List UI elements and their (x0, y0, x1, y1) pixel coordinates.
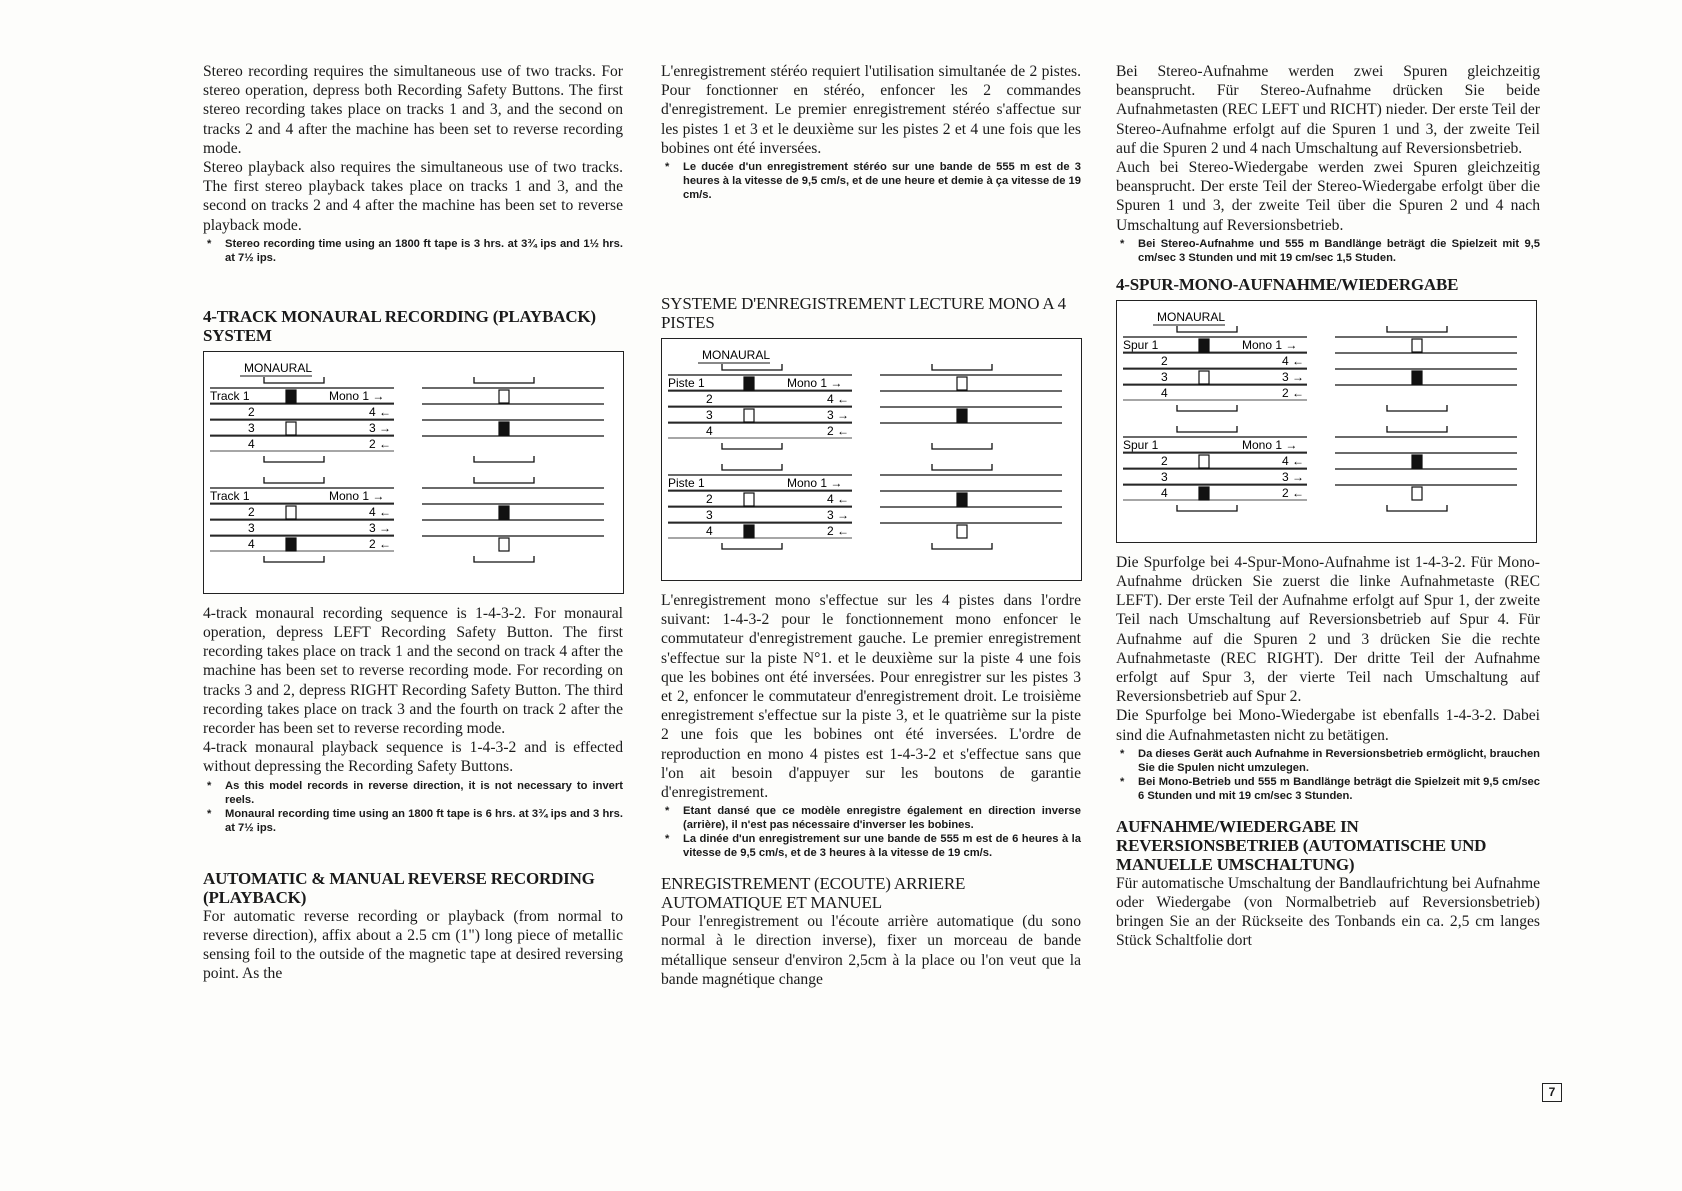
track-label: 4 (706, 524, 713, 539)
mono-label: 3 → (827, 508, 850, 523)
footnote-list (203, 779, 623, 835)
head-gap-marker (1412, 487, 1422, 500)
footnote: * La dinée d'un enregistrement sur une bande de 555 m est de 6 heures à la vitesse de 9,5 cm/s, et de 3 heures à la vitesse de 19 cm/s. (661, 832, 1081, 860)
footnote: * Stereo recording time using an 1800 ft tape is 3 hrs. at 3¾ ips and 1½ hrs. at 7½ ips. (203, 237, 623, 265)
head-bracket (264, 377, 324, 383)
head-bracket (1177, 426, 1237, 432)
intro-paragraphs (203, 62, 623, 235)
mono-label: 2 ← (1282, 485, 1305, 500)
paragraph: Bei Stereo-Aufnahme werden zwei Spuren gleichzeitig beansprucht. Für Stereo-Aufnahme drücken Sie beide Aufnahmetasten (REC LEFT und RICHT) nieder. Der erste Teil der Stereo-Aufnahme erfolgt auf die Spuren 1 und 3, der zweite Teil auf die Spuren 2 und 4 nach Umschaltung auf Reversionsbetrieb. (1116, 63, 1540, 157)
head-bracket (474, 456, 534, 462)
track-label: 4 (248, 436, 255, 451)
track-label: 3 (248, 420, 255, 435)
german-column (1116, 62, 1540, 951)
track-label: 2 (248, 404, 255, 419)
head-bracket (722, 443, 782, 449)
mono-label: 2 ← (1282, 385, 1305, 400)
section-heading: SYSTEME D'ENREGISTREMENT LECTURE MONO A 4 PISTES (661, 294, 1066, 333)
paragraph: Auch bei Stereo-Wiedergabe werden zwei Spuren gleichzeitig beansprucht. Der erste Teil der Stereo-Wiedergabe erfolgt über die Spuren 1 und 3, der zweite Teil über die Spuren 2 und 4 nach Umschaltung auf Reversionsbetrieb. (1116, 159, 1540, 234)
mono-label: Mono 1 → (1242, 337, 1298, 352)
footnote: * Bei Mono-Betrieb und 555 m Bandlänge beträgt die Spielzeit mit 9,5 cm/sec 6 Stunden und mit 19 cm/sec 3 Stunden. (1116, 775, 1540, 803)
track-diagram (661, 338, 1082, 581)
head-gap-marker (499, 422, 509, 435)
head-bracket (722, 364, 782, 370)
track-label: 3 (706, 508, 713, 523)
page-number: 7 (1542, 1083, 1562, 1102)
mono-label: Mono 1 → (787, 376, 843, 391)
french-column (661, 62, 1081, 989)
mono-label: Mono 1 → (329, 388, 385, 403)
english-column (203, 62, 623, 983)
head-gap-marker (499, 506, 509, 519)
mono-label: 2 ← (827, 424, 850, 439)
mono-label: 3 → (827, 408, 850, 423)
track-label: Spur 1 (1123, 437, 1159, 452)
paragraph: 4-track monaural playback sequence is 1-4-3-2 and is effected without depressing the Recording Safety Buttons. (203, 739, 623, 776)
head-bracket (1387, 426, 1447, 432)
head-bracket (474, 556, 534, 562)
head-bracket (932, 543, 992, 549)
mono-label: 4 ← (1282, 453, 1305, 468)
footnote: * Le ducée d'un enregistrement stéréo sur une bande de 555 m est de 3 heures à la vitesse de 9,5 cm/s, et de une heure et demie à ça vitesse de 19 cm/s. (661, 160, 1081, 202)
head-gap-marker (744, 525, 754, 538)
head-bracket (264, 456, 324, 462)
paragraph: Stereo recording requires the simultaneous use of two tracks. For stereo operation, depress both Recording Safety Buttons. The first stereo recording takes place on tracks 1 and 3, and the second on tracks 2 and 4 after the machine has been set to reverse recording mode. (203, 63, 623, 157)
head-gap-marker (499, 538, 509, 551)
track-label: Track 1 (210, 488, 250, 503)
footnote-list (661, 160, 1081, 202)
section-heading: AUTOMATIC & MANUAL REVERSE RECORDING (PLAYBACK) (203, 868, 595, 907)
head-gap-marker (499, 390, 509, 403)
head-bracket (932, 443, 992, 449)
mono-label: Mono 1 → (787, 476, 843, 491)
head-gap-marker (1412, 455, 1422, 468)
track-diagram (203, 351, 624, 594)
footnote-list (1116, 237, 1540, 265)
track-label: 2 (706, 392, 713, 407)
head-bracket (1177, 405, 1237, 411)
section-heading: 4-TRACK MONAURAL RECORDING (PLAYBACK) SYSTEM (203, 306, 596, 345)
section-heading: 4-SPUR-MONO-AUFNAHME/WIEDERGABE (1116, 274, 1459, 294)
mono-label: Mono 1 → (1242, 437, 1298, 452)
footnote: * Bei Stereo-Aufnahme und 555 m Bandlänge beträgt die Spielzeit mit 9,5 cm/sec 3 Stunden und mit 19 cm/sec 1,5 Studen. (1116, 237, 1540, 265)
head-bracket (932, 364, 992, 370)
head-gap-marker (957, 493, 967, 506)
paragraph: L'enregistrement mono s'effectue sur les 4 pistes dans l'ordre suivant: 1-4-3-2 pour le fonctionnement mono enfoncer le commutateur d'enregistrement gauche. Le premier enregistrement s'effectue sur la piste N°1. et le deuxième sur la piste 4 une fois que les bobines ont été inversées. Pour enregistrer sur les pistes 3 et 2, enfoncer le commutateur d'enregistrement droit. Le troisième enregistrement s'effectue sur la piste 3, et le quatrième sur la piste 2 une fois que les bobines ont été inversées. L'ordre de reproduction en mono 4 pistes est 1-4-3-2 et s'effectue sans que l'on ait besoin d'appuyer sur les boutons de garantie d'enregistrement. (661, 592, 1081, 802)
head-bracket (474, 377, 534, 383)
head-gap-marker (286, 422, 296, 435)
head-bracket (1387, 326, 1447, 332)
diagram-header: MONAURAL (702, 348, 771, 363)
paragraph: Die Spurfolge bei Mono-Wiedergabe ist ebenfalls 1-4-3-2. Dabei sind die Aufnahmetasten nicht zu betätigen. (1116, 707, 1540, 744)
track-label: 3 (1161, 369, 1168, 384)
footnote-list (1116, 747, 1540, 803)
track-label: 3 (706, 408, 713, 423)
track-label: 4 (1161, 385, 1168, 400)
paragraph: Die Spurfolge bei 4-Spur-Mono-Aufnahme ist 1-4-3-2. Für Mono-Aufnahme drücken Sie zuerst die linke Aufnahmetaste (REC LEFT). Der erste Teil der Aufnahme erfolgt auf Spur 1, der zweite Teil nach Umschaltung auf Reversionsbetrieb auf Spur 4. Für Aufnahme auf die Spuren 2 und 3 drücken Sie die rechte Aufnahmetaste (REC RIGHT). Der dritte Teil der Aufnahme erfolgt auf Spur 3, der vierte Teil nach Umschaltung auf Reversionsbetrieb auf Spur 2. (1116, 553, 1540, 706)
track-label: 2 (1161, 353, 1168, 368)
track-label: 3 (1161, 469, 1168, 484)
track-label: Piste 1 (668, 476, 705, 491)
track-label: 2 (248, 504, 255, 519)
head-gap-marker (1199, 371, 1209, 384)
head-gap-marker (1412, 371, 1422, 384)
track-label: Piste 1 (668, 376, 705, 391)
mono-label: 3 → (1282, 369, 1305, 384)
track-label: 4 (1161, 485, 1168, 500)
head-bracket (264, 477, 324, 483)
footnote-list (661, 804, 1081, 860)
footnote: * Da dieses Gerät auch Aufnahme in Reversionsbetrieb ermöglicht, brauchen Sie die Spulen nicht umzulegen. (1116, 747, 1540, 775)
paragraph: Für automatische Umschaltung der Bandlaufrichtung bei Aufnahme oder Wiedergabe (von Normalbetrieb auf Reversionsbetrieb) bringen Sie an der Rückseite des Tonbands ein ca. 2,5 cm langes Stück Schaltfolie dort (1116, 874, 1540, 950)
mono-label: 4 ← (827, 492, 850, 507)
track-label: Spur 1 (1123, 337, 1159, 352)
track-label: 4 (248, 536, 255, 551)
mono-label: 4 ← (369, 504, 392, 519)
section-heading: ENREGISTREMENT (ECOUTE) ARRIERE AUTOMATIQUE ET MANUEL (661, 874, 966, 913)
mono-label: 3 → (369, 420, 392, 435)
track-label: 2 (706, 492, 713, 507)
track-label: Track 1 (210, 388, 250, 403)
head-gap-marker (957, 409, 967, 422)
paragraph: For automatic reverse recording or playback (from normal to reverse direction), affix about a 2.5 cm (1") long piece of metallic sensing foil to the outside of the magnetic tape at desired reversing point. As the (203, 907, 623, 983)
head-gap-marker (744, 493, 754, 506)
paragraph: Pour l'enregistrement ou l'écoute arrière automatique (du sono normal à le direction inverse), fixer un morceau de bande métallique senseur d'environ 2,5cm à la place ou l'on veut que la bande magnétique change (661, 913, 1081, 988)
head-gap-marker (286, 538, 296, 551)
track-label: 3 (248, 520, 255, 535)
mono-label: 4 ← (827, 392, 850, 407)
head-gap-marker (1199, 339, 1209, 352)
diagram-header: MONAURAL (244, 360, 313, 375)
head-bracket (932, 464, 992, 470)
track-label: 4 (706, 424, 713, 439)
head-gap-marker (1199, 455, 1209, 468)
head-bracket (1177, 505, 1237, 511)
head-gap-marker (1199, 487, 1209, 500)
paragraph: 4-track monaural recording sequence is 1-4-3-2. For monaural operation, depress LEFT Recording Safety Button. The first recording takes place on track 1 and the second on track 4 after the machine has been set to reverse recording mode. For recording on tracks 3 and 2, depress RIGHT Recording Safety Button. The third recording takes place on track 3 and the fourth on track 2 after the recorder has been set to reverse recording mode. (203, 604, 623, 738)
head-bracket (474, 477, 534, 483)
head-bracket (722, 543, 782, 549)
head-bracket (1177, 326, 1237, 332)
mono-label: 3 → (369, 520, 392, 535)
footnote: * As this model records in reverse direction, it is not necessary to invert reels. (203, 779, 623, 807)
head-gap-marker (286, 390, 296, 403)
head-gap-marker (1412, 339, 1422, 352)
mono-label: 2 ← (827, 524, 850, 539)
track-label: 2 (1161, 453, 1168, 468)
mono-label: 3 → (1282, 469, 1305, 484)
head-gap-marker (957, 377, 967, 390)
head-gap-marker (744, 409, 754, 422)
mono-label: 4 ← (1282, 353, 1305, 368)
footnote-list (203, 237, 623, 265)
diagram-header: MONAURAL (1157, 309, 1226, 324)
paragraph: Stereo playback also requires the simultaneous use of two tracks. The first stereo playback takes place on tracks 1 and 3, and the second on tracks 2 and 4 after the machine has been set to reverse playback mode. (203, 159, 623, 234)
paragraph: L'enregistrement stéréo requiert l'utilisation simultanée de 2 pistes. Pour fonctionner en stéréo, enfoncer les 2 commandes d'enregistrement. Le premier enregistrement stéréo s'affectue sur les pistes 1 et 3 et le deuxième sur les pistes 2 et 4 une fois que les bobines ont été inversées. (661, 63, 1081, 157)
mono-label: Mono 1 → (329, 488, 385, 503)
section-heading: AUFNAHME/WIEDERGABE IN REVERSIONSBETRIEB (AUTOMATISCHE UND MANUELLE UMSCHALTUNG) (1116, 816, 1487, 874)
track-diagram (1116, 300, 1537, 543)
head-bracket (1387, 405, 1447, 411)
mono-label: 4 ← (369, 404, 392, 419)
head-bracket (264, 556, 324, 562)
footnote: * Monaural recording time using an 1800 ft tape is 6 hrs. at 3¾ ips and 3 hrs. at 7½ ips. (203, 807, 623, 835)
head-bracket (722, 464, 782, 470)
mono-label: 2 ← (369, 436, 392, 451)
head-bracket (1387, 505, 1447, 511)
head-gap-marker (744, 377, 754, 390)
head-gap-marker (286, 506, 296, 519)
footnote: * Etant dansé que ce modèle enregistre également en direction inverse (arrière), il n'est pas nécessaire d'inverser les bobines. (661, 804, 1081, 832)
head-gap-marker (957, 525, 967, 538)
mono-label: 2 ← (369, 536, 392, 551)
